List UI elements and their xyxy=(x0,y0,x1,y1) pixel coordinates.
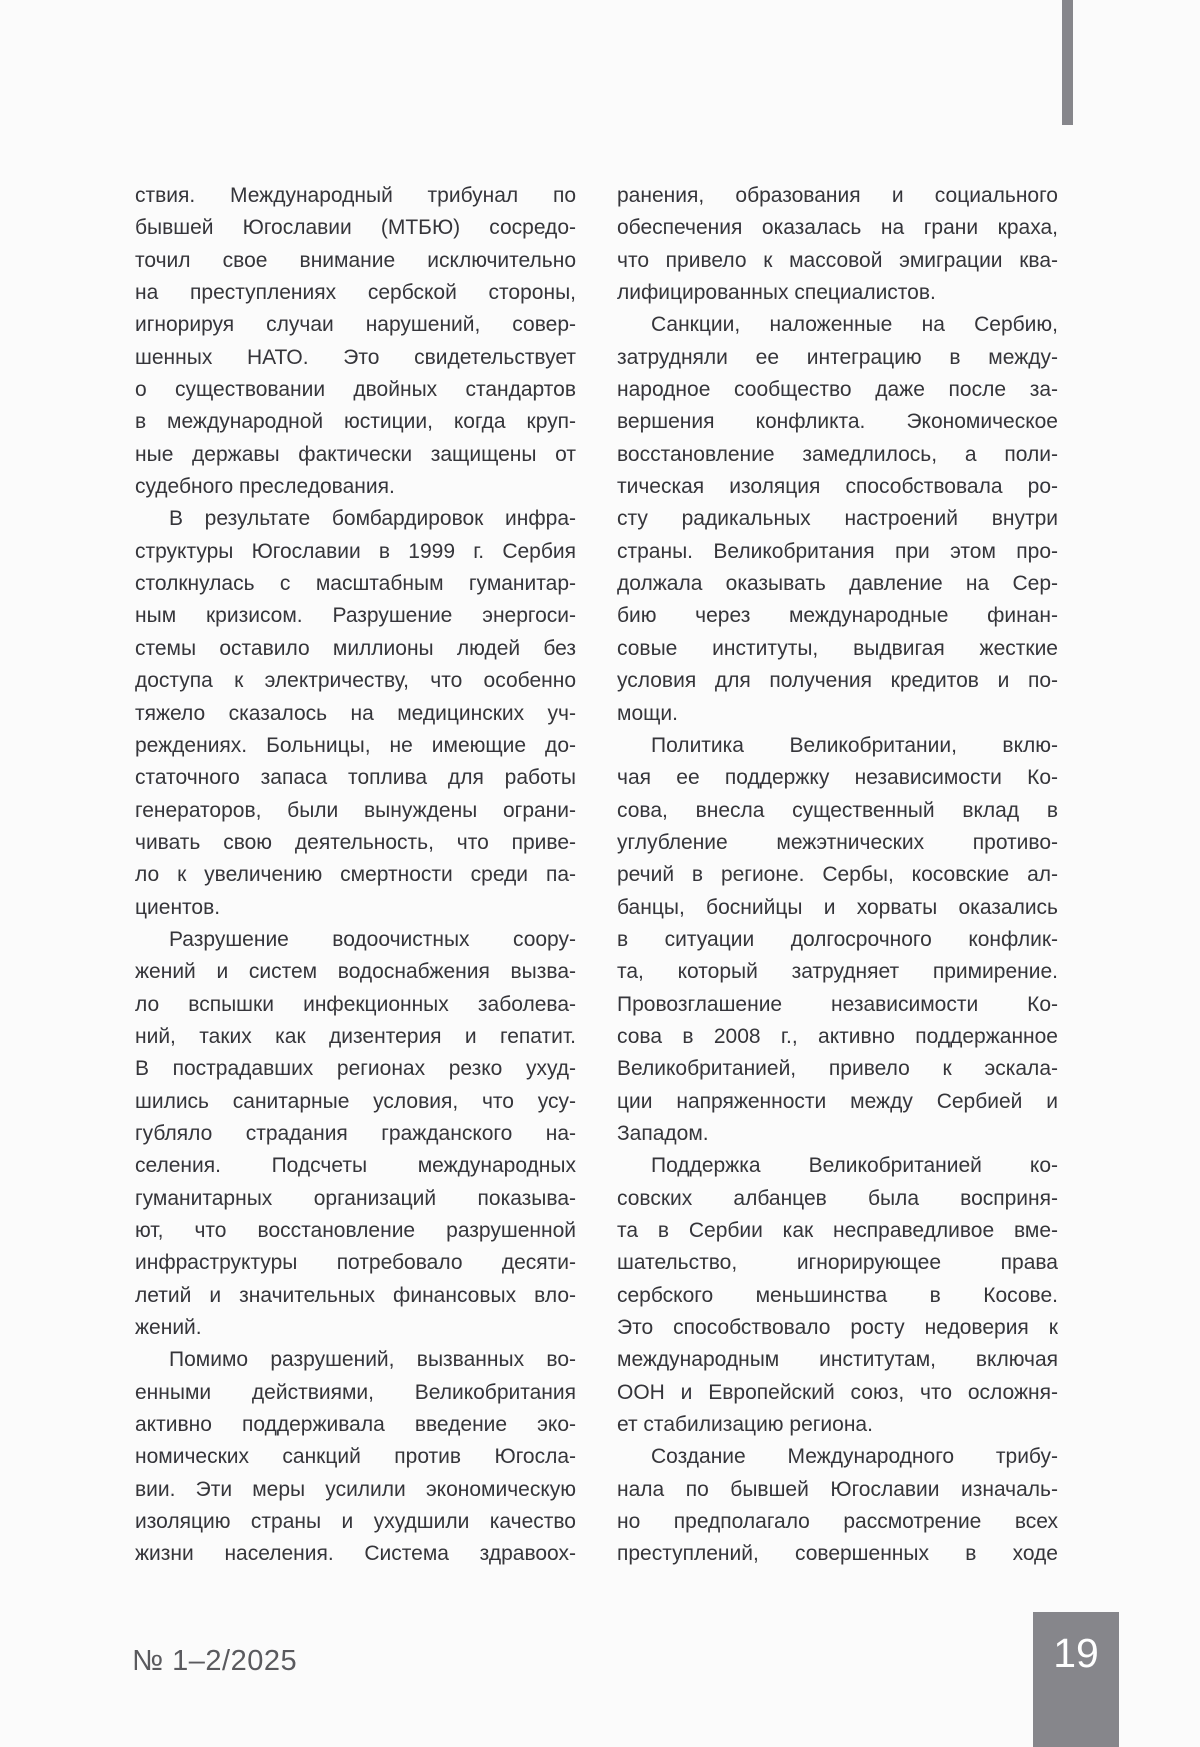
text-line: ции напряженности между Сербией и xyxy=(617,1089,1058,1113)
text-line: ло вспышки инфекционных заболева- xyxy=(135,992,576,1016)
text-line: Поддержка Великобританией ко- xyxy=(651,1154,1058,1178)
text-line: та в Сербии как несправедливое вме- xyxy=(617,1219,1058,1242)
text-line: В пострадавших регионах резко ухуд- xyxy=(135,1057,576,1081)
text-line: та, который затрудняет примирение. xyxy=(617,960,1058,984)
text-line: ствия. Международный трибунал по xyxy=(135,184,576,207)
text-line: реждениях. Больницы, не имеющие до- xyxy=(135,733,576,757)
text-line: жений. xyxy=(135,1316,202,1340)
text-line: о существовании двойных стандартов xyxy=(135,378,576,402)
text-line: восстановление замедлилось, а поли- xyxy=(617,442,1058,466)
text-line: статочного запаса топлива для работы xyxy=(135,766,576,790)
text-line: ным кризисом. Разрушение энергоси- xyxy=(135,604,576,628)
text-line: Провозглашение независимости Ко- xyxy=(617,992,1058,1016)
text-line: Политика Великобритании, вклю- xyxy=(651,733,1058,757)
text-line: Создание Международного трибу- xyxy=(651,1445,1058,1469)
text-line: чая ее поддержку независимости Ко- xyxy=(617,766,1058,790)
text-line: судебного преследования. xyxy=(135,475,395,499)
text-line: ло к увеличению смертности среди па- xyxy=(135,863,576,887)
text-line: летий и значительных финансовых вло- xyxy=(135,1283,576,1307)
text-line: доступа к электричеству, что особенно xyxy=(135,669,576,693)
text-line: углубление межэтнических противо- xyxy=(617,830,1058,854)
text-line: речий в регионе. Сербы, косовские ал- xyxy=(617,863,1058,887)
text-line: губляло страдания гражданского на- xyxy=(135,1121,576,1145)
text-line: Великобританией, привело к эскала- xyxy=(617,1057,1058,1081)
text-column-left xyxy=(135,180,576,1571)
text-line: шательство, игнорирующее права xyxy=(617,1251,1058,1275)
text-line: тяжело сказалось на медицинских уч- xyxy=(135,701,576,725)
text-line: шенных НАТО. Это свидетельствует xyxy=(135,345,576,369)
text-line: стемы оставило миллионы людей без xyxy=(135,636,576,660)
text-line: Это способствовало росту недоверия к xyxy=(617,1316,1058,1340)
page-number-badge: 19 xyxy=(1033,1612,1119,1747)
text-line: тическая изоляция способствовала ро- xyxy=(617,475,1058,499)
header-accent-bar xyxy=(1062,0,1073,125)
text-line: Помимо разрушений, вызванных во- xyxy=(169,1348,576,1372)
text-line: ООН и Европейский союз, что осложня- xyxy=(617,1380,1058,1404)
text-line: чивать свою деятельность, что приве- xyxy=(135,830,576,854)
text-line: игнорируя случаи нарушений, совер- xyxy=(135,313,576,337)
text-line: инфраструктуры потребовало десяти- xyxy=(135,1251,576,1275)
text-line: должала оказывать давление на Сер- xyxy=(617,572,1058,596)
text-line: но предполагало рассмотрение всех xyxy=(617,1510,1058,1534)
text-line: циентов. xyxy=(135,895,221,919)
text-line: ний, таких как дизентерия и гепатит. xyxy=(135,1024,576,1048)
text-line: Санкции, наложенные на Сербию, xyxy=(651,313,1058,337)
text-line: ет стабилизацию региона. xyxy=(617,1413,873,1437)
text-line: мощи. xyxy=(617,701,678,725)
text-line: сту радикальных настроений внутри xyxy=(617,507,1058,531)
footer-issue-label: № 1–2/2025 xyxy=(132,1645,298,1677)
text-line: условия для получения кредитов и по- xyxy=(617,669,1058,693)
text-line: обеспечения оказалась на грани краха, xyxy=(617,216,1058,240)
text-line: шились санитарные условия, что усу- xyxy=(135,1089,576,1113)
text-line: жизни населения. Система здравоох- xyxy=(135,1542,576,1566)
text-line: столкнулась с масштабным гуманитар- xyxy=(135,572,576,596)
text-line: страны. Великобритания при этом про- xyxy=(617,539,1058,563)
text-line: изоляцию страны и ухудшили качество xyxy=(135,1510,576,1534)
text-line: жений и систем водоснабжения вызва- xyxy=(135,960,576,984)
text-line: совских албанцев была восприня- xyxy=(617,1186,1058,1210)
text-line: ранения, образования и социального xyxy=(617,184,1058,207)
text-line: ют, что восстановление разрушенной xyxy=(135,1219,576,1242)
text-line: номических санкций против Югосла- xyxy=(135,1445,576,1469)
text-line: сова, внесла существенный вклад в xyxy=(617,798,1058,822)
text-line: нала по бывшей Югославии изначаль- xyxy=(617,1477,1058,1501)
text-line: международным институтам, включая xyxy=(617,1348,1058,1372)
text-line: в ситуации долгосрочного конфлик- xyxy=(617,927,1058,951)
text-line: банцы, боснийцы и хорваты оказались xyxy=(617,895,1058,919)
text-line: затрудняли ее интеграцию в между- xyxy=(617,345,1058,369)
text-line: что привело к массовой эмиграции ква- xyxy=(617,248,1058,272)
text-line: в международной юстиции, когда круп- xyxy=(135,410,576,434)
text-line: бию через международные финан- xyxy=(617,604,1058,628)
text-line: сова в 2008 г., активно поддержанное xyxy=(617,1024,1058,1048)
text-line: лифицированных специалистов. xyxy=(617,281,936,305)
text-line: Разрушение водоочистных соору- xyxy=(169,927,576,951)
text-line: народное сообщество даже после за- xyxy=(617,378,1058,402)
text-line: точил свое внимание исключительно xyxy=(135,248,576,272)
text-line: на преступлениях сербской стороны, xyxy=(135,281,576,305)
text-line: совые институты, выдвигая жесткие xyxy=(617,636,1058,660)
text-line: вии. Эти меры усилили экономическую xyxy=(135,1477,576,1501)
text-line: ные державы фактически защищены от xyxy=(135,442,576,466)
text-line: сербского меньшинства в Косове. xyxy=(617,1283,1058,1307)
text-line: генераторов, были вынуждены ограни- xyxy=(135,798,576,822)
text-line: Западом. xyxy=(617,1121,709,1145)
text-line: активно поддерживала введение эко- xyxy=(135,1413,576,1437)
text-line: вершения конфликта. Экономическое xyxy=(617,410,1058,434)
text-line: В результате бомбардировок инфра- xyxy=(169,507,576,531)
text-column-right xyxy=(617,180,1058,1571)
text-line: преступлений, совершенных в ходе xyxy=(617,1542,1058,1566)
text-line: структуры Югославии в 1999 г. Сербия xyxy=(135,539,576,563)
text-line: енными действиями, Великобритания xyxy=(135,1380,576,1404)
text-line: селения. Подсчеты международных xyxy=(135,1154,576,1178)
text-line: гуманитарных организаций показыва- xyxy=(135,1186,576,1210)
text-line: бывшей Югославии (МТБЮ) сосредо- xyxy=(135,216,576,240)
